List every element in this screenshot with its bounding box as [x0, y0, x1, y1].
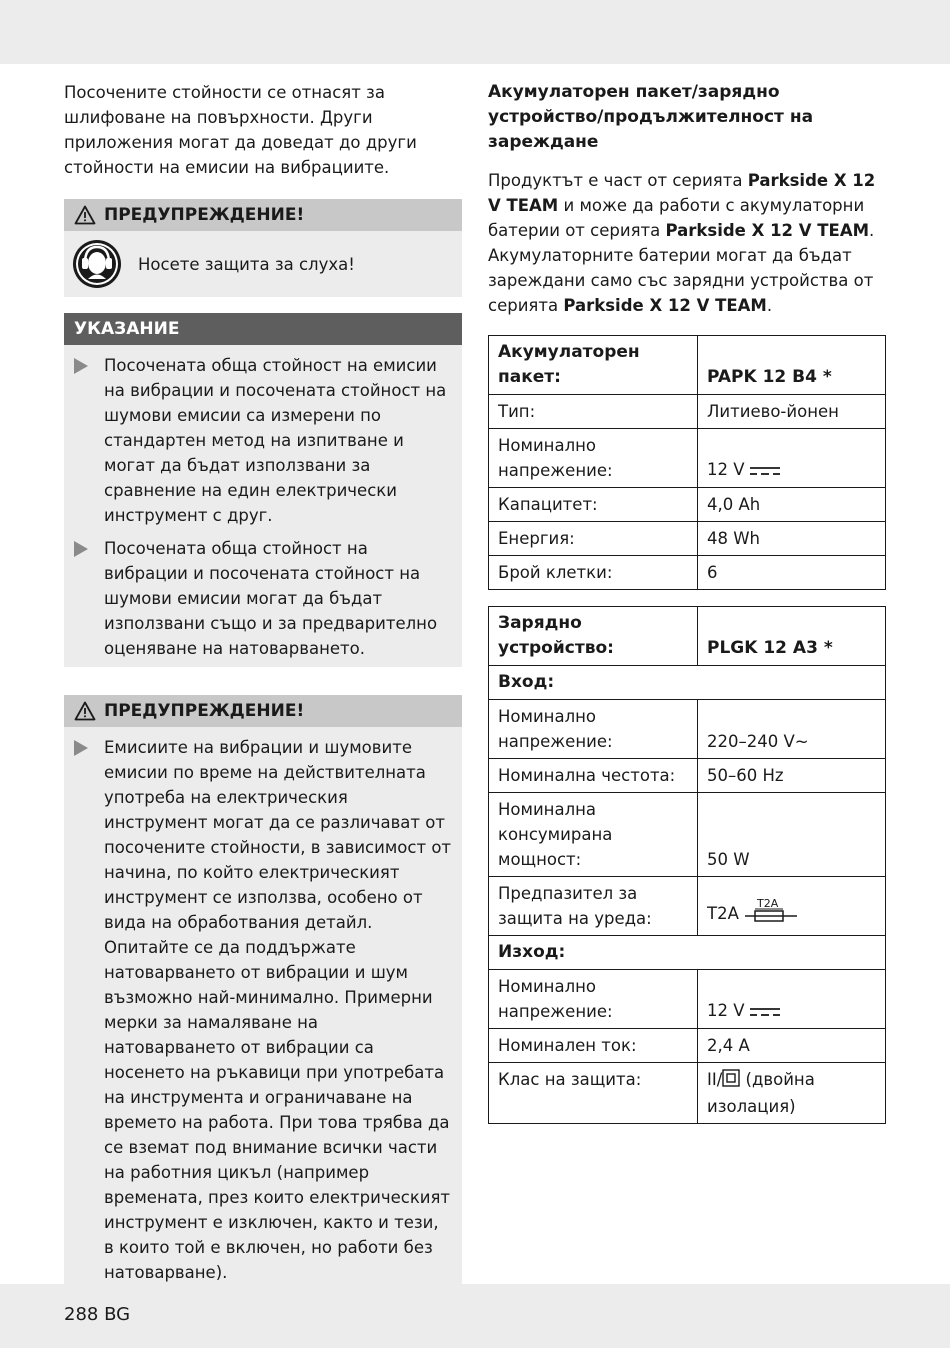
table-row: Изход: [489, 936, 886, 970]
table-row: Брой клетки: 6 [489, 556, 886, 590]
warning-body [64, 231, 462, 297]
dc-symbol-icon [749, 458, 781, 483]
warning-triangle-icon [74, 205, 96, 225]
table-row: Номинално напрежение: 220–240 V~ [489, 700, 886, 759]
svg-text:T2A: T2A [756, 898, 779, 910]
intro-paragraph: Посочените стойности се отнасят за шлифоване на повърхности. Други приложения могат да доведат до други стойности на емисии на вибрациите. [64, 83, 417, 177]
warning-text: Носете защита за слуха! [138, 254, 355, 274]
table-row: Номинално напрежение: 12 V [489, 970, 886, 1029]
fuse-symbol-icon [743, 898, 799, 931]
table-row: Номинална консумирана мощност: 50 W [489, 793, 886, 877]
table-row: Акумулаторен пакет: PAPK 12 B4 * [489, 336, 886, 395]
table-row: Клас на защита: II/ (двойна изолация) [489, 1063, 886, 1124]
dc-symbol-icon [749, 999, 781, 1024]
list-item: Посочената обща стойност на вибрации и посочената стойност на шумови емисии могат да бъдат използвани също и за предварително оценяване на натоварването. [64, 528, 462, 661]
warning-triangle-icon [74, 701, 96, 721]
table-row: Вход: [489, 666, 886, 700]
section-title: Акумулаторен пакет/зарядно устройство/продължителност на зареждане [488, 82, 814, 152]
warning-header-2 [64, 695, 462, 727]
table-row: Капацитет: 4,0 Ah [489, 488, 886, 522]
bullet-arrow-icon [74, 735, 104, 756]
footer-bar [0, 1284, 950, 1348]
bullet-arrow-icon [74, 353, 104, 374]
page-number: 288 BG [64, 1304, 131, 1325]
left-column [64, 80, 462, 1291]
protection-class-ii-icon [722, 1069, 740, 1094]
series-paragraph: Продуктът е част от серията Parkside X 12 V TEAM и може да работи с акумулаторни батерии от серията Parkside X 12 V TEAM. Акумулаторните батерии могат да бъдат зареждани само със зарядни устройства от серията Parkside X 12 V TEAM. [488, 171, 876, 315]
warning-title-2: ПРЕДУПРЕЖДЕНИЕ! [104, 701, 305, 721]
list-item: Посочената обща стойност на емисии на вибрации и посочената стойност на шумови емисии са измерени по стандартен метод на изпитване и могат да бъдат използвани за сравнение на един електрически инструмент с друг. [64, 345, 462, 528]
note-title: УКАЗАНИЕ [74, 319, 180, 339]
table-row: Номинален ток: 2,4 A [489, 1029, 886, 1063]
note-header [64, 313, 462, 345]
charger-spec-table [488, 606, 886, 1124]
ear-protection-icon [72, 239, 122, 289]
list-item: Емисиите на вибрации и шумовите емисии по време на действителната употреба на електрическия инструмент могат да се различават от посочените стойности, в зависимост от начина, по който електрическият инструмент се използва, особено от вида на обработвания детайл. Опитайте се да поддържате натоварването от вибрации и шум възможно най-минимално. Примерни мерки за намаляване на натоварването от вибрации са носенето на ръкавици при употребата на инструмента и ограничаване на времето на работа. При това трябва да се вземат под внимание всички части на работния цикъл (например времената, през които електрическият инструмент е изключен, както и тези, в които той е включен, но работи без натоварване). [64, 727, 462, 1285]
warning-title: ПРЕДУПРЕЖДЕНИЕ! [104, 205, 305, 225]
table-row: Зарядно устройство: PLGK 12 A3 * [489, 607, 886, 666]
warning-body-2 [64, 727, 462, 1291]
right-column [488, 80, 886, 1124]
table-row: Номинално напрежение: 12 V [489, 429, 886, 488]
note-body [64, 345, 462, 667]
warning-header [64, 199, 462, 231]
table-row: Тип: Литиево-йонен [489, 395, 886, 429]
table-row: Енергия: 48 Wh [489, 522, 886, 556]
table-row: Предпазител за защита на уреда: T2A T2A [489, 877, 886, 936]
top-bar [0, 0, 950, 64]
battery-spec-table [488, 335, 886, 590]
bullet-arrow-icon [74, 536, 104, 557]
table-row: Номинална честота: 50–60 Hz [489, 759, 886, 793]
